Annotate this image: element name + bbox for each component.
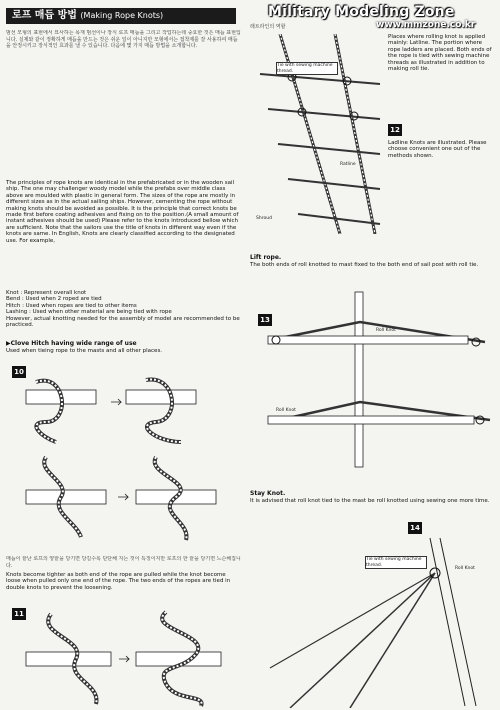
stay-heading: Stay Knot. xyxy=(250,490,286,497)
roll-knot-label-lower: Roll Knot xyxy=(276,408,296,413)
figure-11 xyxy=(6,604,243,708)
figure-number: 14 xyxy=(408,522,422,534)
fig12-text-english: Ladline Knots are illustrated. Please choose convenient one out of the methods shown. xyxy=(388,140,487,159)
figure-13 xyxy=(250,282,496,472)
sewing-label: Tie with sewing machine thread. xyxy=(276,62,338,75)
intro-korean: 범선 모형의 표현에서 묘사하는 목재 범선이나 장식 로프 매듭을 그리고 작업하는데 중요한 것은 매듭 표현입니다. 실제와 같이 정확하게 매듭을 만드는 것은 쉬운 일이 아니지만 모형에서는 접착제를 잘 사용하여 매듭을 안정시키고 장식적인 효과를 낼 수 있습니다. 다음에 몇 가지 매듭 방법을 소개합니다. xyxy=(6,30,241,50)
ratline-text-english: Places where rolling knot is applied mainly: Latline. The portion where rope ladders are placed. Both ends of the rope is tied with sewing machine threads as illustrated in addition to making roll tie. xyxy=(388,34,492,73)
ratline-label: Ratline xyxy=(340,162,356,167)
definition-item: Hitch : Used when ropes are tied to other items xyxy=(6,302,137,309)
figure-12 xyxy=(250,34,386,234)
stay-text: It is advised that roll knot tied to the mast be roll knotted using sewing one more time. xyxy=(250,498,490,504)
definitions-list xyxy=(6,290,241,328)
figure-number-12: 12 xyxy=(388,124,402,136)
intro-english: The principles of rope knots are identical in the prefabricated or in the wooden sail ship. The one may challenger woody model while the prefabs over middle class above are moulded with plastic in general form. The sizes of the rope are mostly in different sizes as in the actual sailing ships. However, cementing the rope without making knots should be avoided as possible. It is the principle that correct knots be made first before coating adhesives and fixing on to the position.(A small amount of instant adhesives should be used) Please refer to the knots introduced bellow which are sufficient. Note that the sailors use the title of knots in different way even if the knots are same. In English, Knots are clearly classified according to the designated use. For example, xyxy=(6,180,239,244)
clove-heading: ▶Clove Hitch having wide range of use xyxy=(6,340,137,347)
lift-heading: Lift rope. xyxy=(250,254,282,261)
fig14-roll-knot-label: Roll Knot xyxy=(455,566,475,571)
clove-text: Used when tieing rope to the masts and all other places. xyxy=(6,348,163,354)
watermark: Military Modeling Zone xyxy=(268,4,455,20)
ratline-heading-korean: 래트라인의 역할 xyxy=(250,24,286,30)
double-knot-illustration xyxy=(6,604,243,708)
definition-item: Knot : Represent overall knot xyxy=(6,290,87,296)
clove-hitch-illustration xyxy=(6,362,243,554)
page-title xyxy=(6,8,236,24)
watermark-url: www.mmzone.co.kr xyxy=(376,20,476,30)
fig11-text-english: Knots become tighter as both end of the rope are pulled while the knot become loose when pulled only one end of the rope. The two ends of the ropes are tied in double knots to prevent the loosening. xyxy=(6,572,231,591)
figure-10 xyxy=(6,362,243,554)
figure-14 xyxy=(250,518,496,708)
title-korean: 로프 매듭 방법 xyxy=(12,10,77,21)
stay-knot-illustration xyxy=(250,518,496,708)
lift-rope-illustration xyxy=(250,282,496,472)
definition-item: Bend : Used when 2 roped are tied xyxy=(6,296,102,303)
fig11-text-korean: 매듭이 끝난 로프의 양끝을 당기면 당길수록 단단해 지는 것이 특징이지만 로프의 한 끝을 당기면 느슨해집니다. xyxy=(6,556,241,569)
title-english: (Making Rope Knots) xyxy=(80,11,164,20)
fig14-sewing-label: Tie with sewing machine thread. xyxy=(365,556,427,569)
lift-text: The both ends of roll knotted to mast fixed to the both end of sail post with roll tie. xyxy=(250,262,479,268)
figure-number: 10 xyxy=(12,366,26,378)
shroud-label: Shroud xyxy=(256,216,272,221)
figure-number: 11 xyxy=(12,608,26,620)
figure-number: 13 xyxy=(258,314,272,326)
definition-item: However, actual knotting needed for the assembly of model are recommended to be practiced. xyxy=(6,315,240,329)
roll-knot-label-upper: Roll Knot xyxy=(376,328,396,333)
definition-item: Lashing : Used when other material are being tied with rope xyxy=(6,309,172,316)
